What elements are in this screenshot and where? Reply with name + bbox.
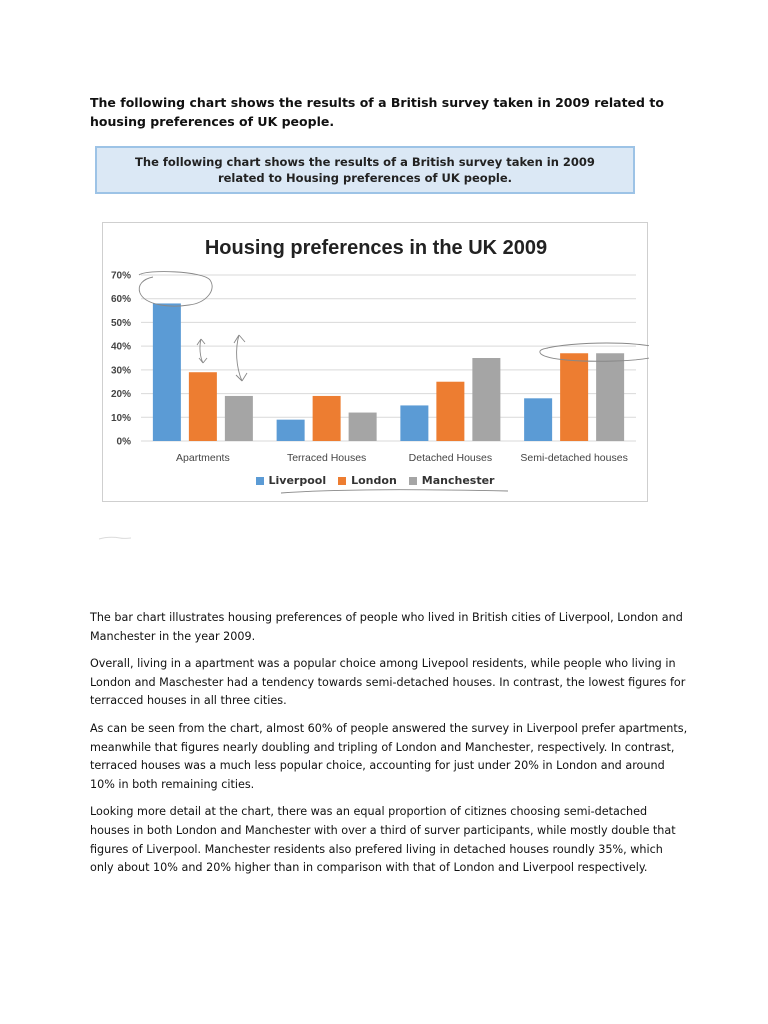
legend-swatch [409,477,417,485]
prompt-box-text: The following chart shows the results of a British survey taken in 2009 related to Housing preferences of UK people. [135,155,595,185]
chart-title: Housing preferences in the UK 2009 [204,237,548,259]
document-heading: The following chart shows the results of a British survey taken in 2009 related to housing preferences of UK people. [90,95,664,129]
paragraph: Overall, living in a apartment was a popular choice among Livepool residents, while people who living in London and Maschester had a tendency towards semi-detached houses. In contrast, the lowest figures for terracced houses in all three cities. [90,657,686,708]
y-tick-label: 30% [110,365,131,377]
y-tick-label: 0% [116,436,131,448]
bar-manchester-apartments [225,396,253,441]
bar-manchester-detached-houses [472,358,500,441]
legend-item-manchester [409,474,495,487]
y-tick-label: 40% [110,341,131,353]
bar-liverpool-apartments [153,303,181,441]
y-tick-label: 70% [110,270,131,282]
hand-annotation-bracket [197,339,207,363]
bar-london-detached-houses [436,382,464,441]
category-label: Semi-detached houses [520,452,628,464]
chart-svg [103,223,649,503]
legend-swatch [338,477,346,485]
legend-item-london [338,474,397,487]
stray-pen-mark [98,535,132,541]
legend-swatch [256,477,264,485]
hand-annotation-bracket [234,335,247,381]
bar-london-apartments [189,372,217,441]
legend-label: London [351,474,397,487]
y-tick-label: 50% [110,317,131,329]
legend-label: Liverpool [268,474,327,487]
paragraph: As can be seen from the chart, almost 60% of people answered the survey in Liverpool prefer apartments, meanwhile that figures nearly doubling and tripling of London and Manchester, respectively. In contrast, terraced houses was a much less popular choice, accounting for just under 20% in London and around 10% in both remaining cities. [90,721,688,791]
bar-chart [102,222,648,502]
category-label: Apartments [176,452,230,464]
essay-body [90,609,688,887]
legend-label: Manchester [421,474,495,487]
bar-london-terraced-houses [313,396,341,441]
bar-liverpool-detached-houses [400,405,428,441]
bar-manchester-terraced-houses [349,413,377,441]
y-tick-label: 10% [110,412,131,424]
bar-liverpool-terraced-houses [277,420,305,441]
category-label: Detached Houses [408,452,493,464]
bars [153,303,624,441]
hand-annotation-oval [139,272,212,307]
chart-legend [103,474,647,487]
y-axis-ticks [111,271,131,448]
y-tick-label: 20% [110,389,131,401]
bar-manchester-semi-detached-houses [596,353,624,441]
legend-item-liverpool [256,474,327,487]
category-label: Terraced Houses [286,452,367,464]
category-labels [176,452,628,464]
bar-liverpool-semi-detached-houses [524,398,552,441]
hand-annotation-underline [281,490,508,493]
prompt-box [95,146,635,194]
paragraph: Looking more detail at the chart, there was an equal proportion of citiznes choosing semi-detached houses in both London and Manchester with over a third of surver participants, while mostly double that figures of Liverpool. Manchester residents also prefered living in detached houses roundly 35%, which only about 10% and 20% higher than in comparison with that of London and Liverpool respectively. [90,805,676,875]
paragraph: The bar chart illustrates housing preferences of people who lived in British cities of Liverpool, London and Manchester in the year 2009. [90,611,683,643]
y-tick-label: 60% [110,294,131,306]
bar-london-semi-detached-houses [560,353,588,441]
